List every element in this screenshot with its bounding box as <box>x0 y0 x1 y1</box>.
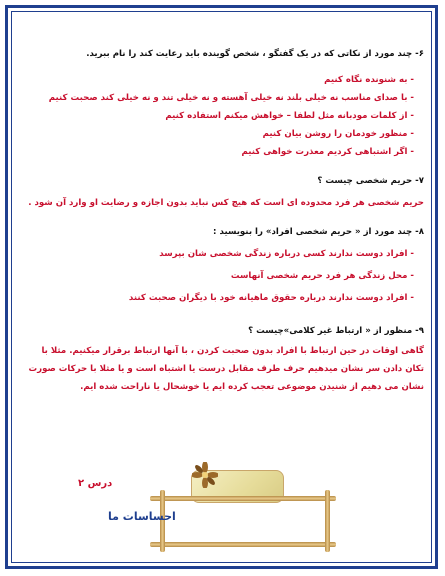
answer-7: حریم شخصی هر فرد محدوده ای است که هیچ کس نباید بدون اجازه و رضایت او وارد آن شود . <box>28 198 424 208</box>
answer-6-5: - اگر اشتباهی کردیم معذرت خواهی کنیم <box>241 147 414 157</box>
answer-8-3: - افراد دوست ندارند درباره حقوق ماهیانه خود با دیگران صحبت کنند <box>128 293 414 303</box>
answer-8-1: - افراد دوست ندارند کسی درباره زندگی شخصی شان بپرسد <box>159 249 414 259</box>
question-9: ۹- منظور از « ارتباط غیر کلامی»چیست ؟ <box>248 326 424 336</box>
question-8: ۸- چند مورد از « حریم شخصی افراد» را بنویسید : <box>213 227 424 237</box>
answer-6-2: - با صدای مناسب نه خیلی بلند نه خیلی آهسته و نه خیلی تند و نه خیلی کند صحبت کنیم <box>48 93 414 103</box>
answer-9: گاهی اوقات در حین ارتباط با افراد بدون صحبت کردن ، با آنها ارتباط برقرار میکنیم. مثلا با تکان دادن سر نشان میدهیم حرف طرف مقابل درست یا اشتباه است و یا مثلا با حرکات صورت نشان می دهیم از شنیدن موضوعی تعجب کرده ایم یا خوشحال یا ناراحت شده ایم. <box>28 346 424 392</box>
flower-icon <box>192 462 218 488</box>
answer-8-2: - محل زندگی هر فرد حریم شخصی آنهاست <box>230 271 414 281</box>
lesson-number: درس ۲ <box>78 478 113 489</box>
lesson-topic: احساسات ما <box>108 510 176 523</box>
answer-6-1: - به شنونده نگاه کنیم <box>324 75 414 85</box>
question-6: ۶- چند مورد از نکاتی که در یک گفتگو ، شخص گوینده باید رعایت کند را نام ببرید. <box>86 49 424 59</box>
answer-6-4: - منظور خودمان را روشن بیان کنیم <box>262 129 414 139</box>
worksheet-content <box>20 48 424 396</box>
answer-6-3: - از کلمات مودبانه مثل لطفا – خواهش میکنم استفاده کنیم <box>165 111 414 121</box>
question-7: ۷- حریم شخصی چیست ؟ <box>317 176 424 186</box>
